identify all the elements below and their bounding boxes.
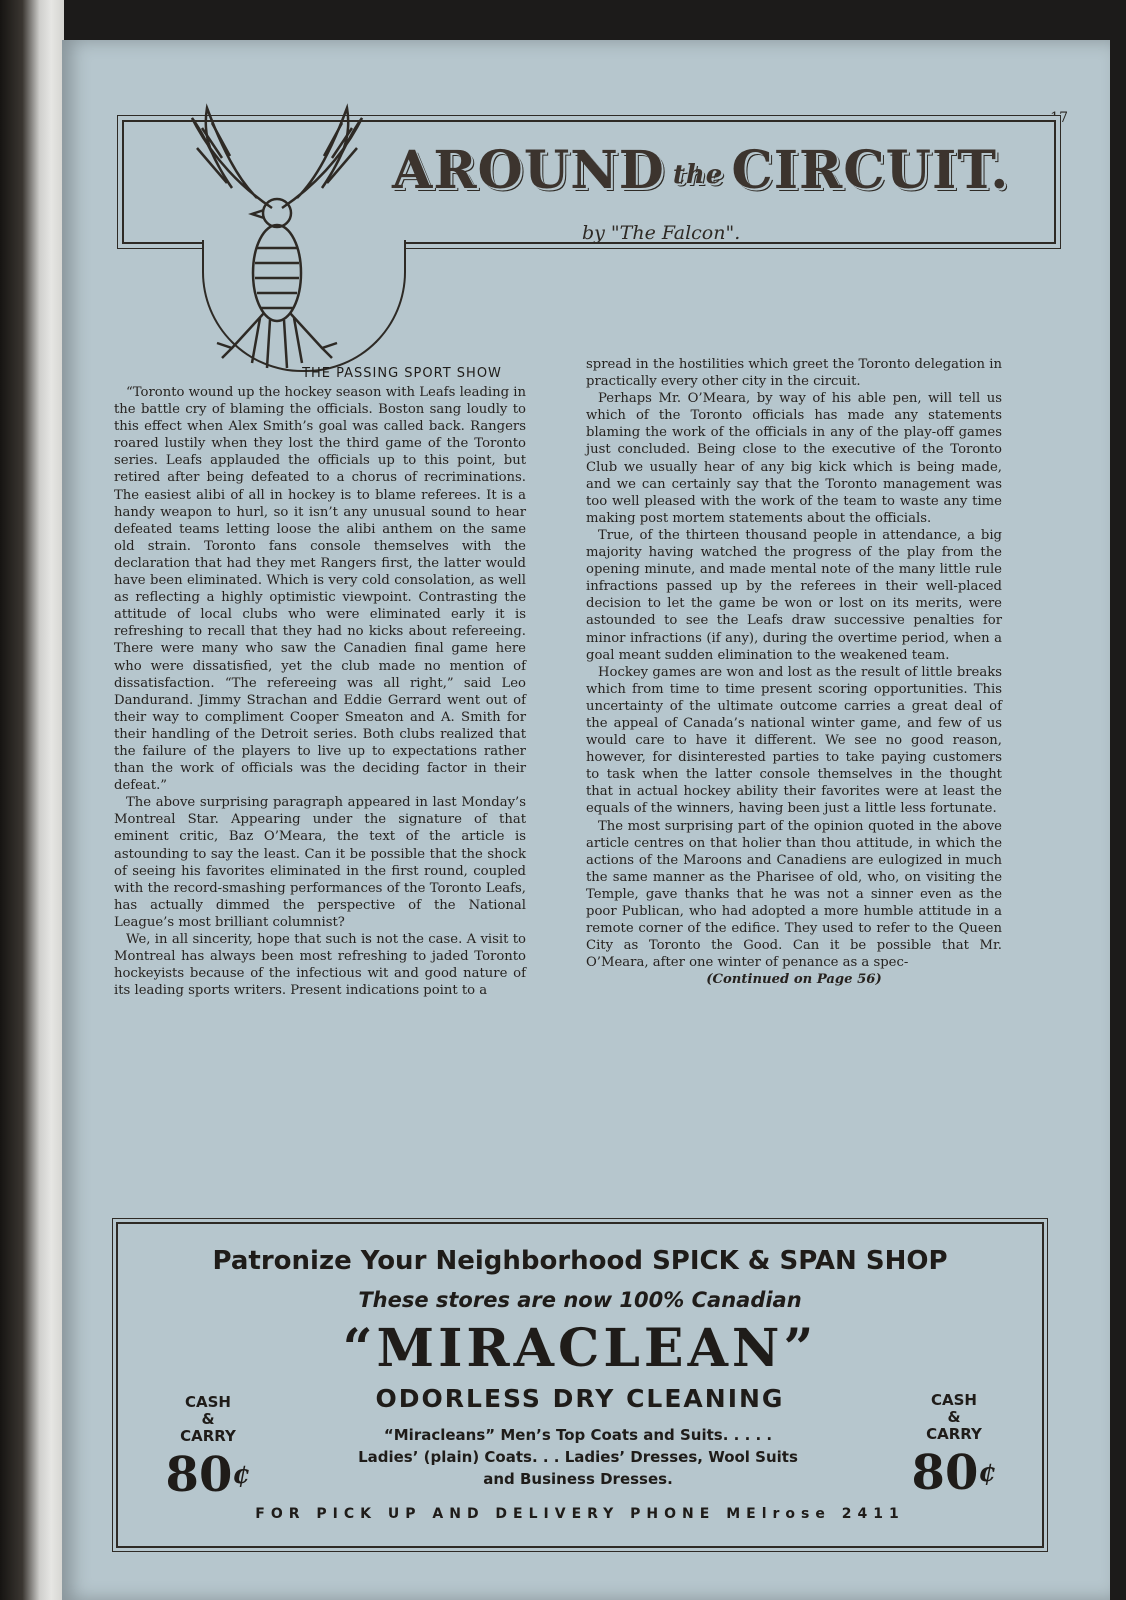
price-value — [148, 1445, 268, 1505]
banner-title-right: CIRCUIT. — [731, 140, 1010, 201]
page-number: 17 — [1050, 110, 1068, 126]
banner-title-left: AROUND — [392, 140, 665, 201]
price-label: CASH — [185, 1393, 231, 1411]
price-label: CARRY — [180, 1427, 236, 1445]
section-title: THE PASSING SPORT SHOW — [302, 366, 502, 381]
banner-title — [392, 140, 1042, 220]
ad-service: ODORLESS DRY CLEANING — [375, 1384, 785, 1413]
price-label: & — [947, 1408, 961, 1426]
ad-phone: FOR PICK UP AND DELIVERY PHONE MElrose 2411 — [255, 1506, 905, 1522]
ad-item-line: “Miracleans” Men’s Top Coats and Suits. . . . . — [383, 1426, 773, 1444]
ad-item-line: and Business Dresses. — [483, 1470, 673, 1488]
paragraph: The above surprising paragraph appeared in last Monday’s Montreal Star. Appearing under the signature of that eminent critic, Baz O’Meara, the text of the article is astounding to say the least. Can it be possible that the shock of seeing his favorites eliminated in the first round, coupled with the record-smashing performances of the Toronto Leafs, has actually dimmed the perspective of the National League’s most brilliant columnist? — [114, 795, 526, 930]
byline: by "The Falcon". — [582, 222, 741, 244]
ad-headline: Patronize Your Neighborhood SPICK & SPAN SHOP — [212, 1246, 948, 1276]
paragraph: Hockey games are won and lost as the result of little breaks which from time to time present scoring opportunities. This uncertainty of the ultimate outcome carries a great deal of the appeal of Canada’s national winter game, and few of us would care to have it different. We see no good reason, however, for disinterested parties to take paying customers to task when the latter console themselves in the thought that in actual hockey ability their favorites were at least the equals of the winners, having been just a little less fortunate. — [586, 664, 1002, 817]
price-label: CASH — [931, 1391, 977, 1409]
ad-items — [318, 1424, 838, 1490]
price-label: CARRY — [926, 1425, 982, 1443]
ad-brand: “MIRACLEAN” — [342, 1318, 818, 1379]
paragraph: “Toronto wound up the hockey season with Leafs leading in the battle cry of blaming the officials. Boston sang loudly to this effect when Alex Smith’s goal was called back. Rangers roared lustily when they lost the third game of the Toronto series. Leafs applauded the officials up to this point, but retired after being defeated to a chorus of recriminations. The easiest alibi of all in hockey is to blame referees. It is a handy weapon to hurl, so it isn’t any unusual sound to hear defeated teams letting loose the alibi anthem on the same old strain. Toronto fans console themselves with the declaration that had they met Rangers first, the latter would have been eliminated. Which is very cold consolation, as well as reflecting a highly optimistic viewpoint. Contrasting the attitude of local clubs who were eliminated early it is refreshing to recall that they had no kicks about refereeing. There were many who saw the Canadien final game here who were dissatisfied, yet the club made no mention of dissatisfaction. “The refereeing was all right,” said Leo Dandurand. Jimmy Strachan and Eddie Gerrard went out of their way to compliment Cooper Smeaton and A. Smith for their handling of the Detroit series. Both clubs realized that the failure of the players to live up to expectations rather than the work of officials was the deciding factor in their defeat.” — [114, 385, 526, 794]
cent-sign: ¢ — [978, 1458, 997, 1488]
book-spine — [0, 0, 64, 1600]
price-block-left — [148, 1394, 268, 1505]
continued-notice: (Continued on Page 56) — [706, 972, 882, 988]
article-column-2 — [586, 356, 1002, 988]
price-value — [894, 1443, 1014, 1503]
paragraph: We, in all sincerity, hope that such is not the case. A visit to Montreal has always been most refreshing to jaded Toronto hockeyists because of the infectious wit and good nature of its leading sports writers. Present indications point to a — [114, 932, 526, 999]
magazine-page — [62, 40, 1110, 1600]
paragraph: spread in the hostilities which greet the Toronto delegation in practically every other city in the circuit. — [586, 357, 1002, 390]
ad-item-line: Ladies’ (plain) Coats. . . Ladies’ Dresses, Wool Suits — [358, 1448, 798, 1466]
banner-title-the: the — [672, 159, 724, 190]
advertisement — [116, 1222, 1044, 1548]
price-label: & — [201, 1410, 215, 1428]
cent-sign: ¢ — [232, 1460, 251, 1490]
falcon-illustration-icon — [172, 98, 382, 388]
price-amount: 80 — [165, 1447, 233, 1503]
price-amount: 80 — [911, 1445, 979, 1501]
paragraph: Perhaps Mr. O’Meara, by way of his able pen, will tell us which of the Toronto officials has made any statements blaming the work of the officials in any of the play-off games just concluded. Being close to the executive of the Toronto Club we usually hear of any big kick which is being made, and we can certainly say that the Toronto management was too well pleased with the work of the team to waste any time making post mortem statements about the officials. — [586, 391, 1002, 526]
ad-subhead: These stores are now 100% Canadian — [358, 1288, 802, 1312]
paragraph: The most surprising part of the opinion quoted in the above article centres on that holier than thou attitude, in which the actions of the Maroons and Canadiens are eulogized in much the same manner as the Pharisee of old, who, on visiting the Temple, gave thanks that he was not a sinner even as the poor Publican, who had adopted a more humble attitude in a remote corner of the edifice. They used to refer to the Queen City as Toronto the Good. Can it be possible that Mr. O’Meara, after one winter of penance as a spec- — [586, 818, 1002, 971]
paragraph: True, of the thirteen thousand people in attendance, a big majority having watched the progress of the play from the opening minute, and made mental note of the many little rule infractions passed up by the referees in their well-placed decision to let the game be won or lost on its merits, were astounded to see the Leafs draw successive penalties for minor infractions (if any), during the overtime period, when a goal meant sudden elimination to the weakened team. — [586, 527, 1002, 663]
price-block-right — [894, 1392, 1014, 1503]
article-column-1 — [114, 384, 526, 999]
